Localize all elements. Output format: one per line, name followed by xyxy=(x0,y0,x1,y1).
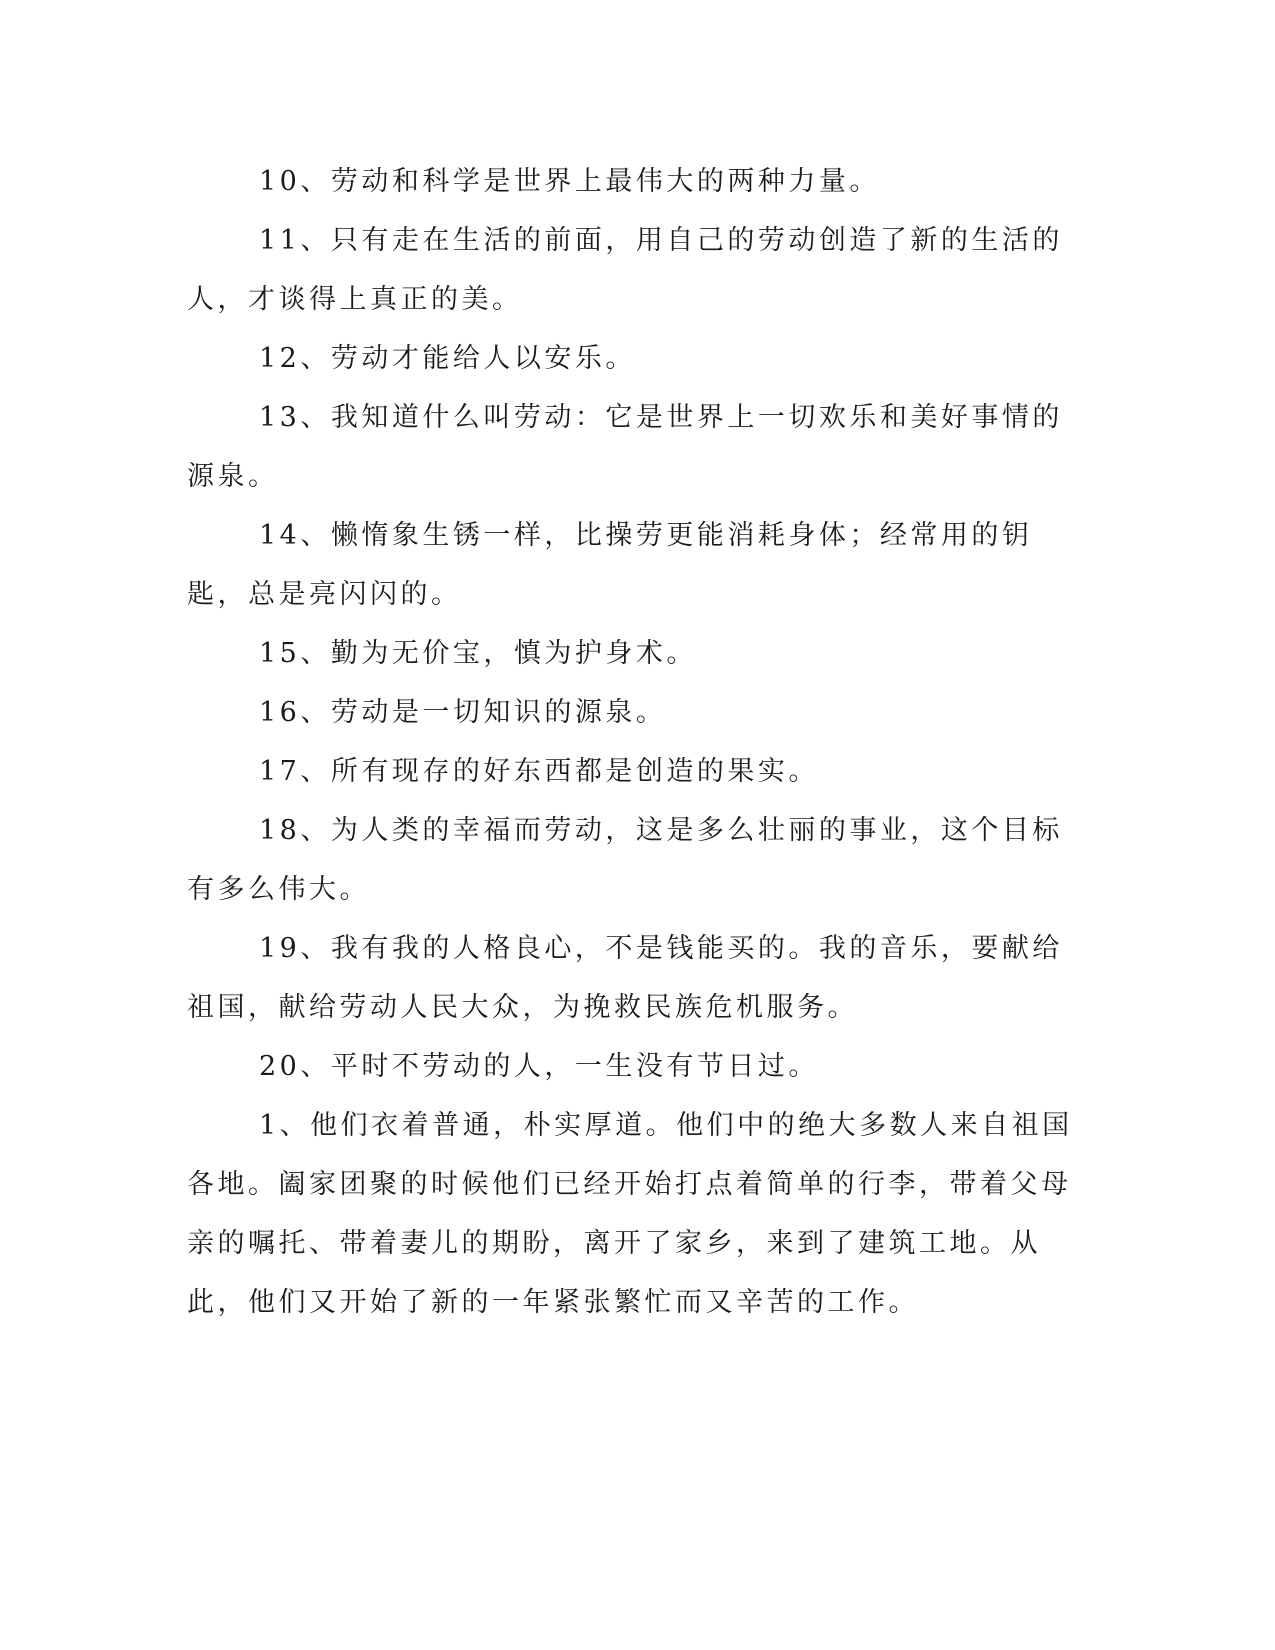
paragraph: 11、只有走在生活的前面，用自己的劳动创造了新的生活的人，才谈得上真正的美。 xyxy=(187,225,1063,315)
paragraph: 12、劳动才能给人以安乐。 xyxy=(259,343,636,374)
paragraph: 18、为人类的幸福而劳动，这是多么壮丽的事业，这个目标有多么伟大。 xyxy=(187,815,1063,905)
paragraph: 14、懒惰象生锈一样，比操劳更能消耗身体；经常用的钥匙，总是亮闪闪的。 xyxy=(187,520,1033,610)
paragraph: 10、劳动和科学是世界上最伟大的两种力量。 xyxy=(259,166,880,197)
paragraph: 1、他们衣着普通，朴实厚道。他们中的绝大多数人来自祖国各地。阖家团聚的时候他们已经开始打点着简单的行李，带着父母亲的嘱托、带着妻儿的期盼，离开了家乡，来到了建筑工地。从此，他们又开始了新的一年紧张繁忙而又辛苦的工作。 xyxy=(187,1110,1073,1318)
paragraph: 16、劳动是一切知识的源泉。 xyxy=(259,697,667,728)
paragraph: 17、所有现存的好东西都是创造的果实。 xyxy=(259,756,819,787)
document-body xyxy=(187,152,1077,1332)
paragraph: 19、我有我的人格良心，不是钱能买的。我的音乐，要献给祖国，献给劳动人民大众，为挽救民族危机服务。 xyxy=(187,933,1063,1023)
paragraph: 15、勤为无价宝，慎为护身术。 xyxy=(259,638,697,669)
paragraph: 20、平时不劳动的人，一生没有节日过。 xyxy=(259,1051,819,1082)
paragraph: 13、我知道什么叫劳动：它是世界上一切欢乐和美好事情的源泉。 xyxy=(187,402,1063,492)
